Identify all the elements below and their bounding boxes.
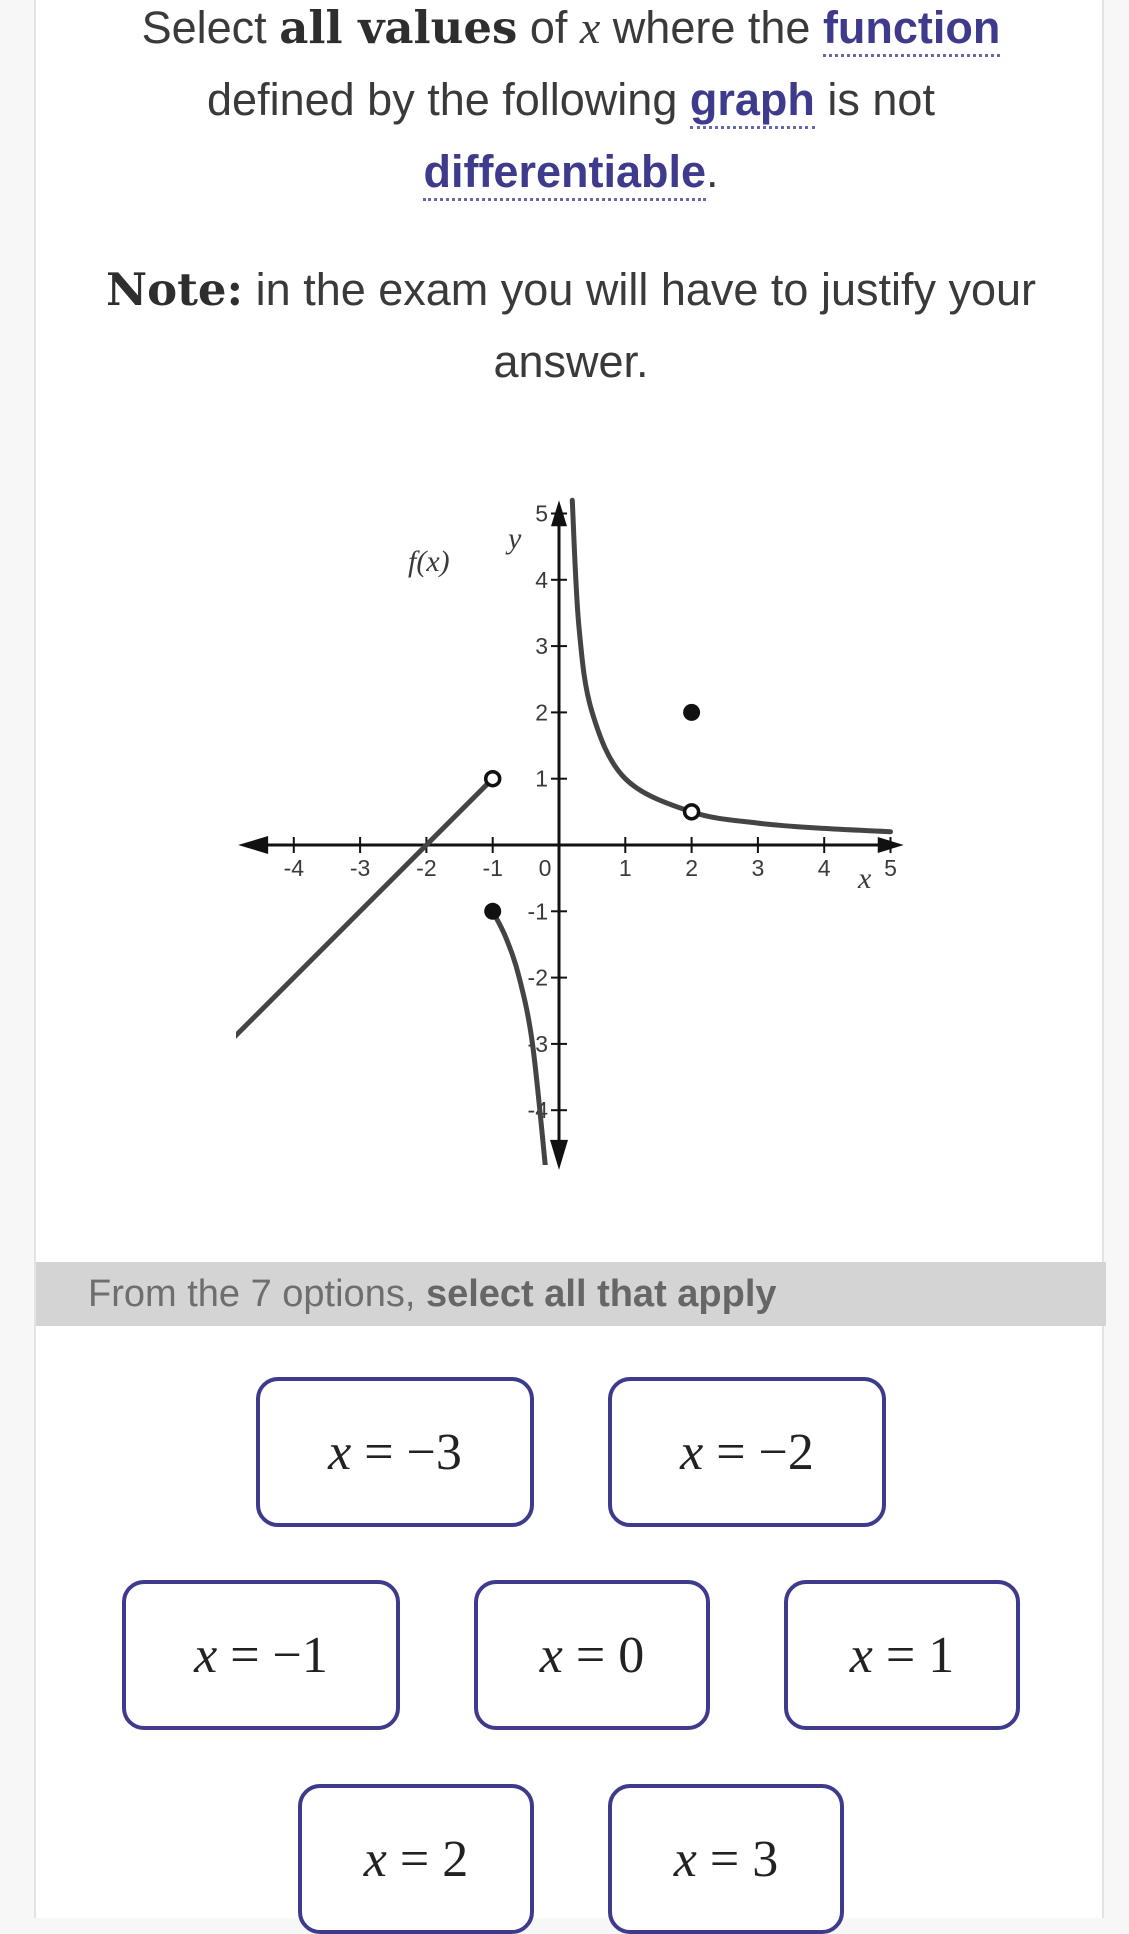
option-x-neg2[interactable] (608, 1377, 886, 1527)
graph-curves (234, 500, 890, 1170)
question-segment: of (529, 2, 568, 53)
option-value: 1 (928, 1626, 955, 1684)
option-x-0[interactable] (474, 1580, 710, 1730)
y-axis-label: y (508, 522, 522, 555)
x-tick-label: 2 (685, 855, 698, 881)
option-value: −3 (406, 1423, 462, 1481)
note-body: in the exam you will have to justify your answer. (255, 264, 1037, 387)
option-value: −2 (758, 1423, 814, 1481)
x-axis-label: x (858, 862, 872, 895)
option-variable: x (849, 1626, 873, 1684)
glossary-term-function[interactable]: function (823, 2, 1000, 57)
option-value: 3 (752, 1830, 779, 1888)
option-equals: = (885, 1626, 916, 1684)
instruction-prefix: From the 7 options, (88, 1273, 416, 1315)
x-tick-label: 0 (538, 855, 552, 881)
y-tick-label: -3 (527, 1030, 548, 1057)
option-equals: = (399, 1830, 430, 1888)
question-emphasis: all values (279, 1, 518, 54)
option-x-neg3[interactable] (256, 1377, 534, 1527)
y-tick-label: 1 (535, 765, 548, 792)
question-card (34, 0, 1104, 1918)
option-variable: x (673, 1830, 697, 1888)
y-tick-label: -1 (527, 898, 548, 925)
x-tick-label: 5 (884, 855, 897, 881)
option-equals: = (364, 1423, 394, 1481)
axis-ticks (284, 501, 897, 1124)
x-tick-label: 1 (618, 855, 632, 881)
note-label: Note: (105, 263, 244, 316)
option-x-neg1[interactable] (122, 1580, 400, 1730)
closed-point (484, 903, 501, 920)
glossary-term-differentiable[interactable]: differentiable (423, 146, 706, 201)
open-point (685, 805, 699, 819)
instruction-emphasis: select all that apply (425, 1273, 777, 1315)
y-tick-label: 5 (535, 500, 548, 527)
instruction-bar (36, 1262, 1106, 1326)
open-point (486, 772, 500, 786)
question-segment: Select (141, 2, 267, 53)
graph-points (484, 704, 700, 920)
x-tick-label: 3 (751, 855, 765, 881)
option-variable: x (539, 1626, 563, 1684)
x-tick-label: -1 (482, 855, 503, 881)
option-equals: = (709, 1830, 740, 1888)
x-tick-label: 4 (817, 855, 831, 881)
y-axis-arrow-down (550, 1140, 568, 1170)
option-x-3[interactable] (608, 1784, 844, 1934)
y-tick-label: -4 (527, 1097, 548, 1124)
glossary-term-graph[interactable]: graph (690, 74, 815, 129)
option-value: −1 (272, 1626, 328, 1684)
option-x-2[interactable] (298, 1784, 534, 1934)
line-segment-left (234, 779, 493, 1038)
question-segment: . (706, 146, 719, 197)
x-tick-label: -3 (349, 855, 371, 881)
function-graph (36, 0, 1106, 1200)
x-tick-label: -2 (416, 855, 437, 881)
y-tick-label: 2 (535, 699, 548, 726)
question-segment: is not (827, 74, 935, 125)
x-tick-label: -4 (283, 855, 305, 881)
option-equals: = (575, 1626, 606, 1684)
option-variable: x (680, 1423, 704, 1481)
math-variable: x (579, 2, 601, 53)
option-x-1[interactable] (784, 1580, 1020, 1730)
y-tick-label: 3 (535, 633, 548, 660)
y-tick-label: -2 (527, 964, 548, 991)
axes (238, 500, 904, 1170)
option-variable: x (328, 1423, 352, 1481)
question-segment: defined by the following (207, 74, 678, 125)
option-value: 0 (618, 1626, 645, 1684)
function-label: f(x) (408, 545, 450, 578)
curve-segment-right (572, 500, 890, 832)
x-axis-arrow-left (238, 836, 268, 854)
question-segment: where the (612, 2, 811, 53)
closed-point (683, 704, 700, 721)
option-variable: x (194, 1626, 218, 1684)
option-equals: = (716, 1423, 746, 1481)
option-equals: = (230, 1626, 260, 1684)
option-variable: x (363, 1830, 387, 1888)
option-value: 2 (442, 1830, 469, 1888)
y-tick-label: 4 (535, 566, 548, 593)
